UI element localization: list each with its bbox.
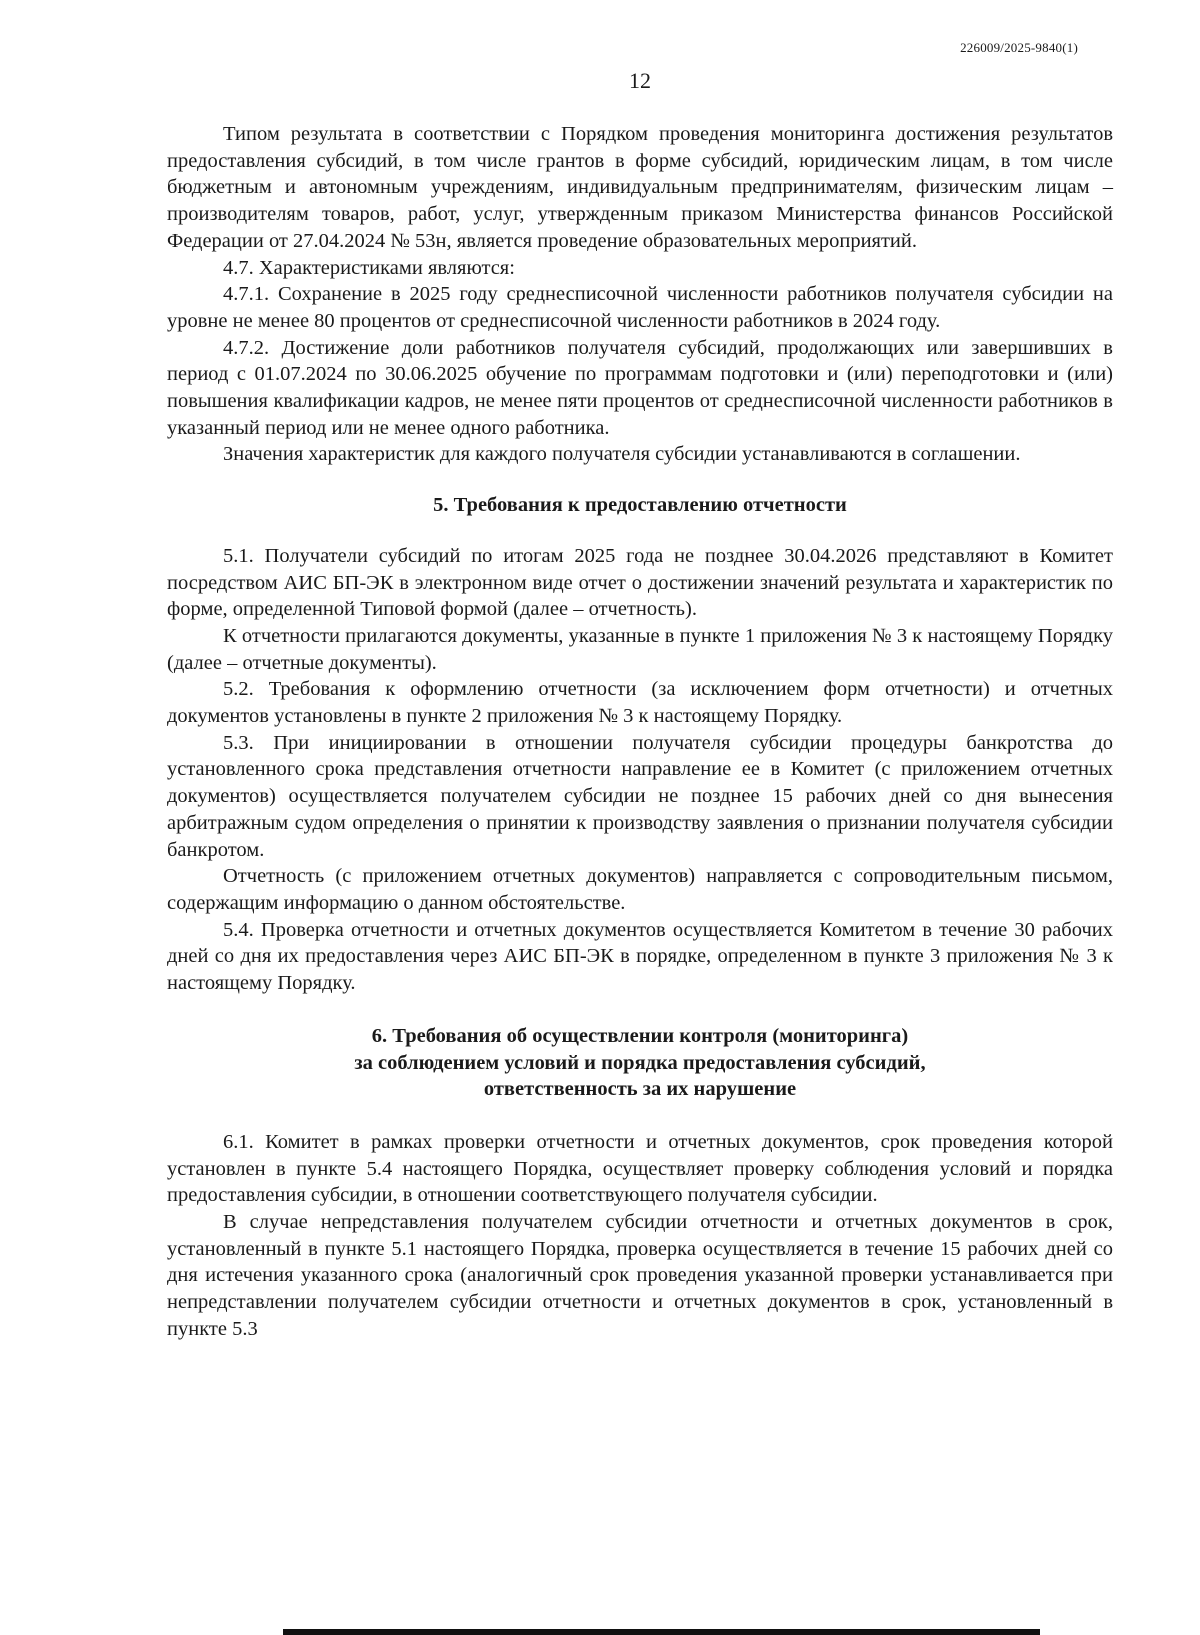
paragraph-5-3: 5.3. При инициировании в отношении получателя субсидии процедуры банкротства до установленного срока представления отчетности направление ее в Комитет (с приложением отчетных документов) осуществляется получателем субсидии не позднее 15 рабочих дней со дня вынесения арбитражным судом определения о принятии к производству заявления о признании получателя субсидии банкротом.: [167, 731, 1113, 861]
paragraph-6-1-nonsubmission: В случае непредставления получателем субсидии отчетности и отчетных документов в срок, установленный в пункте 5.1 настоящего Порядка, проверка осуществляется в течение 15 рабочих дней со дня истечения указанного срока (аналогичный срок проведения указанной проверки устанавливается при непредставлении получателем субсидии отчетности и отчетных документов в срок, установленный в пункте 5.3: [167, 1211, 1113, 1340]
scan-bottom-edge: [283, 1629, 1040, 1635]
paragraph-4-7-1: 4.7.1. Сохранение в 2025 году среднесписочной численности работников получателя субсидии на уровне не менее 80 процентов от среднесписочной численности работников в 2024 году.: [167, 283, 1113, 332]
document-number: 226009/2025-9840(1): [960, 40, 1078, 55]
paragraph-result-type: Типом результата в соответствии с Порядком проведения мониторинга достижения результатов предоставления субсидий, в том числе грантов в форме субсидий, юридическим лицам, в том числе бюджетным и автономным учреждениям, индивидуальным предпринимателям, физическим лицам – производителям товаров, работ, услуг, утвержденным приказом Министерства финансов Российской Федерации от 27.04.2024 № 53н, является проведение образовательных мероприятий.: [167, 123, 1113, 252]
paragraph-4-7-2: 4.7.2. Достижение доли работников получателя субсидий, продолжающих или завершивших в период с 01.07.2024 по 30.06.2025 обучение по программам подготовки и (или) переподготовки и (или) повышения квалификации кадров, не менее пяти процентов от среднесписочной численности работников в указанный период или не менее одного работника.: [167, 336, 1113, 439]
section-5-heading: 5. Требования к предоставлению отчетности: [433, 494, 847, 517]
paragraph-characteristics-values: Значения характеристик для каждого получателя субсидии устанавливаются в соглашении.: [223, 443, 1021, 466]
section-6-heading-line: ответственность за их нарушение: [483, 1078, 797, 1101]
paragraph-6-1: 6.1. Комитет в рамках проверки отчетности и отчетных документов, срок проведения которой установлен в пункте 5.4 настоящего Порядка, осуществляет проверку соблюдения условий и порядка предоставления субсидии, в отношении соответствующего получателя субсидии.: [167, 1130, 1113, 1207]
paragraph-5-3-cover-letter: Отчетность (с приложением отчетных документов) направляется с сопроводительным письмом, содержащим информацию о данном обстоятельстве.: [167, 865, 1113, 914]
section-6-heading: [167, 1023, 1113, 1103]
section-6-heading-line: за соблюдением условий и порядка предоставления субсидий,: [354, 1051, 926, 1074]
document-body: [167, 121, 1113, 1343]
paragraph-5-1: 5.1. Получатели субсидий по итогам 2025 года не позднее 30.04.2026 представляют в Комитет посредством АИС БП-ЭК в электронном виде отчет о достижении значений результата и характеристик по форме, определенной Типовой формой (далее – отчетность).: [167, 544, 1113, 621]
paragraph-4-7: 4.7. Характеристиками являются:: [223, 256, 515, 279]
paragraph-5-2: 5.2. Требования к оформлению отчетности (за исключением форм отчетности) и отчетных документов установлены в пункте 2 приложения № 3 к настоящему Порядку.: [167, 678, 1113, 728]
section-6-heading-line: 6. Требования об осуществлении контроля (мониторинга): [371, 1024, 909, 1047]
paragraph-5-4: 5.4. Проверка отчетности и отчетных документов осуществляется Комитетом в течение 30 рабочих дней со дня их предоставления через АИС БП-ЭК в порядке, определенном в пункте 3 приложения № 3 к настоящему Порядку.: [167, 918, 1113, 995]
page-number: 12: [629, 68, 651, 93]
paragraph-5-1-attachments: К отчетности прилагаются документы, указанные в пункте 1 приложения № 3 к настоящему Порядку (далее – отчетные документы).: [167, 624, 1113, 674]
